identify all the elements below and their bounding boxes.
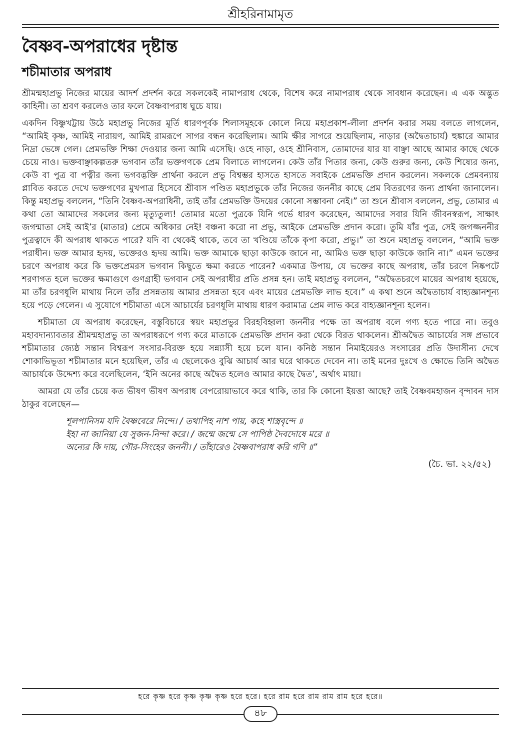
footer-rule-top [22,688,499,689]
section-title: শচীমাতার অপরাধ [22,64,112,79]
paragraph-4: আমরা যে তাঁর চেয়ে কত ভীষণ ভীষণ অপরাধ বেপরোয়াভাবে করে থাকি, তার কি কোনো ইয়ত্তা আছে? তাই বৈষ্ণবমহাজন বৃন্দাবন দাস ঠাকুর বলেছেন— [22,387,499,410]
page-number-band [22,705,499,723]
mantra-line: হরে কৃষ্ণ হরে কৃষ্ণ কৃষ্ণ কৃষ্ণ হরে হরে। হরে রাম হরে রাম রাম রাম হরে হরে॥ [138,692,383,701]
verse-citation: (চৈ. ভা. ২২/৫২) [428,460,491,470]
paragraph-1: শ্রীমন্মহাপ্রভু নিজের মায়ের আদর্শ প্রদর্শন করে সকলকেই নামাপরাধ থেকে, বিশেষ করে নামাপরাধ থেকে সাবধান করেছেন। এ এক অদ্ভুত কাহিনী। তা শ্রবণ করলেও তার ফলে বৈষ্ণবাপরাধ ঘুচে যায়। [22,89,499,112]
running-head: শ্রীহরিনামামৃত [227,7,294,21]
verse-block [66,416,499,455]
paragraph-3: শচীমাতা যে অপরাধ করেছেন, বস্তুবিচারে স্বয়ং মহাপ্রভুর বিরহবিহ্বলা জননীর পক্ষে তা অপরাধ বলে গণ্য হতে পারে না। তবুও মহাবদান্যাবতার শ্রীমন্মহাপ্রভু তা অপরাধরূপে গণ্য করে মাতাকে প্রেমভক্তি প্রদান করা থেকে বিরত থাকলেন। শ্রীঅদ্বৈত আচার্যের সঙ্গ প্রভাবে শচীমাতার জ্যেষ্ঠ সন্তান বিশ্বরূপ সংসার-বিরক্ত হয়ে সন্ন্যাসী হয়ে চলে যান। কনিষ্ঠ সন্তান নিমাইয়েরও সংসারের প্রতি উদাসীন্য দেখে শোকাভিভূতা শচীমাতার মনে হয়েছিল, তাঁর এ ছেলেকেও বুঝি আচার্য আর ঘরে থাকতে দেবেন না। তাই মনের দুঃখে ও ক্ষোভে তিনি অদ্বৈত আচার্যকে উদ্দেশ্য করে বলেছিলেন, ‘ইনি অনের কাছে অদ্বৈত হলেও আমার কাছে দ্বৈত’, অর্থাৎ মায়া। [22,318,499,380]
page-number: ৪৮ [243,706,278,722]
verse-line-2: ইহা না জানিয়া যে সুজন-নিন্দা করে। / জন্মে জন্মে সে পাপিষ্ঠ দৈবদোষে মরে ॥ [66,430,330,440]
page-footer [22,686,499,723]
verse-line-1: শূলপানিসম যদি বৈষ্ণবেরে নিন্দে। / তথাপিহ নাশ পায়, কহে শাস্ত্রবৃন্দে ॥ [66,417,303,427]
chapter-title: বৈষ্ণব-অপরাধের দৃষ্টান্ত [22,37,178,57]
paragraph-2: একদিন বিষ্ণুখট্টায় উঠে মহাপ্রভু নিজের মূর্তি ধারণপূর্বক শিলাসমূহকে কোলে নিয়ে মহাপ্রকাশ-লীলা প্রদর্শন করার সময় বলতে লাগলেন, “আমিই কৃষ্ণ, আমিই নারায়ণ, আমিই রামরূপে সাগর বন্ধন করেছিলাম। আমি ক্ষীর সাগরে শুয়েছিলাম, নাড়ার (অদ্বৈতাচার্য) হুঙ্কারে আমার নিদ্রা ভেঙ্গে গেল। প্রেমভক্তি শিক্ষা দেওয়ার জন্য আমি এসেছি। ওহে নাড়া, ওহে শ্রীনিবাস, তোমাদের যার যা বাঞ্ছা আছে আমার কাছে থেকে চেয়ে নাও। ভক্তবাঞ্ছাকল্পতরু ভগবান তাঁর ভক্তগণকে প্রেম বিলাতে লাগলেন। কেউ তাঁর পিতার জন্য, কেউ গুরুর জন্য, কেউ শিষ্যের জন্য, কেউ বা পুত্র বা পত্নীর জন্য ভগবদ্ভক্তি প্রার্থনা করলে প্রভু বিশ্বম্ভর হাসতে হাসতে সবাইকে প্রেমভক্তি প্রদান করলেন। সকলকে প্রেমবন্যায় প্লাবিত করতে দেখে ভক্তগণের মুখপাত্র হিসেবে শ্রীবাস পণ্ডিত মহাপ্রভুকে তাঁর নিজের জননীর কাছে প্রেম বিতরণের জন্য প্রার্থনা জানালেন। কিন্তু মহাপ্রভু বললেন, “তিনি বৈষ্ণব-অপরাধিনী, তাই তাঁর প্রেমভক্তি উদয়ের কোনো সম্ভাবনা নেই।” তা শুনে শ্রীবাস বললেন, প্রভু, তোমার এ কথা তো আমাদের সকলের জন্য মৃত্যুতুল্য! তোমার মতো পুত্রকে যিনি গর্ভে ধারণ করেছেন, আমাদের সবার যিনি জীবনস্বরূপ, সাক্ষাৎ জগন্মাতা সেই আই’র (মাতার) প্রেমে অধিকার নেই! বঞ্চনা করো না প্রভু, আইকে প্রেমভক্তি প্রদান করো। তুমি যাঁর পুত্র, সেই জগজ্জননীর পুত্রত্বাদে কী অপরাধ থাকতে পারে? যদি বা থেকেই থাকে, তবে তা খণ্ডিয়ে তাঁকে কৃপা করো, প্রভু।” তা শুনে মহাপ্রভু বললেন, “আমি ভক্ত পরাধীন। ভক্ত আমার হৃদয়, ভক্তেরও হৃদয় আমি। ভক্ত আমাকে ছাড়া কাউকে জানে না, আমিও ভক্ত ছাড়া কাউকে জানি না।” এমন ভক্তের চরণে অপরাধ করে কি ভক্তপ্রেমরস ভগবান কিছুতে ক্ষমা করতে পারেন? একমাত্র উপায়, যে ভক্তের কাছে অপরাধ, তাঁর চরণে নিষ্কপটে শরণাগত হলে ভক্তের ক্ষমাগুণে গুণগ্রাহী ভগবান সেই অপরাধীর প্রতি প্রসন্ন হন। তাই মহাপ্রভু বললেন, “অদ্বৈতচরণে মায়ের অপরাধ হয়েছে, মা তাঁর চরণধূলি মাথায় নিলে তাঁর প্রসন্নতায় আমার প্রসন্নতা হবে এবং মায়ের প্রেমভক্তি লাভ হবে।” এ কথা শুনে অদ্বৈতাচার্য বাহ্যজ্ঞানশূন্য হয়ে পড়ে গেলেন। এ সুযোগে শচীমাতা এসে আচার্যের চরণধূলি মাথায় ধারণ করামাত্র প্রেম লাভ করে বাহ্যজ্ঞানশূন্য হলেন। [22,119,499,311]
verse-line-3: অন্যের কি দায়, গৌর-সিংহের জননী। / তাঁহারেও বৈষ্ণবাপরাধ করি গণি ॥” [66,443,318,453]
